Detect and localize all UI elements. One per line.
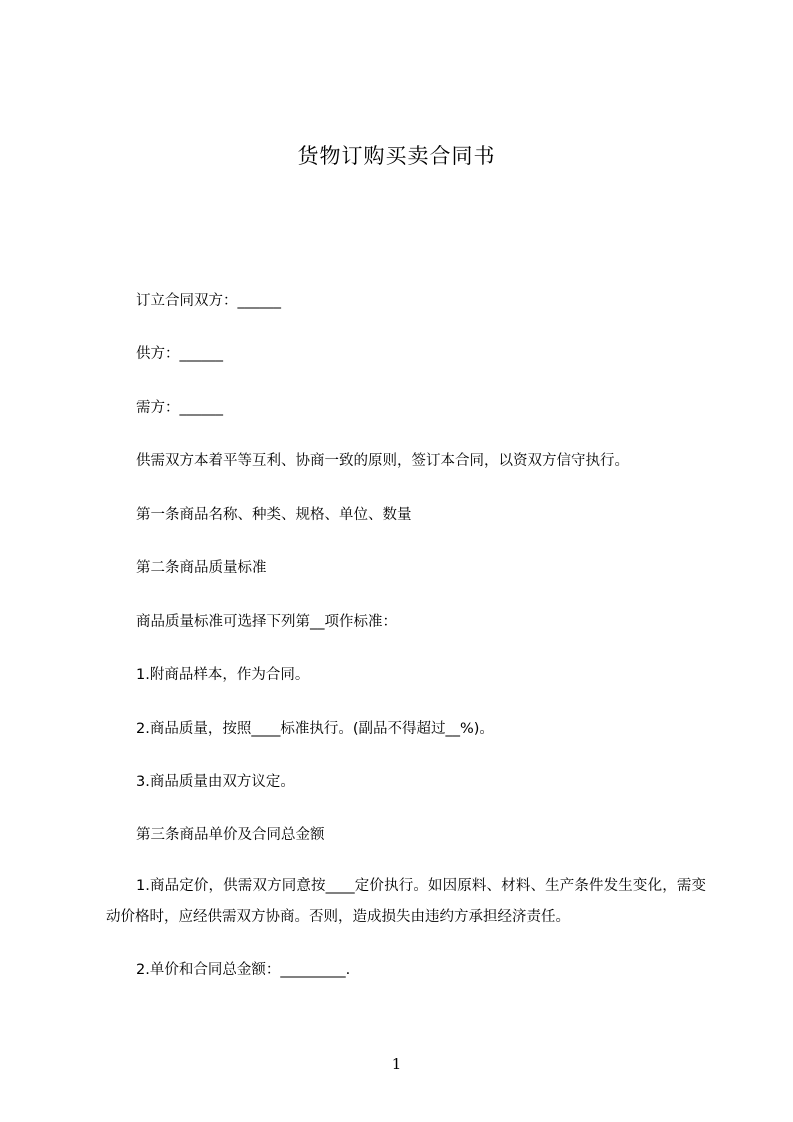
supplier-line: 供方：______ (136, 346, 223, 362)
price-clause-1: 1.商品定价，供需双方同意按____定价执行。如因原料、材料、生产条件发生变化，需变动价格时，应经供需双方协商。否则，造成损失由违约方承担经济责任。 (106, 878, 706, 925)
quality-intro-line: 商品质量标准可选择下列第__项作标准： (136, 614, 397, 630)
buyer-line: 需方：______ (136, 400, 223, 416)
quality-option-2: 2.商品质量，按照____标准执行。(副品不得超过__%)。 (136, 721, 494, 737)
preamble-paragraph: 供需双方本着平等互利、协商一致的原则，签订本合同，以资双方信守执行。 (136, 453, 629, 469)
article-2-heading: 第二条商品质量标准 (136, 560, 267, 576)
page-number: 1 (391, 1055, 402, 1073)
article-1-heading: 第一条商品名称、种类、规格、单位、数量 (136, 507, 412, 523)
document-title: 货物订购买卖合同书 (297, 144, 496, 168)
article-3-heading: 第三条商品单价及合同总金额 (136, 827, 325, 843)
quality-option-3: 3.商品质量由双方议定。 (136, 774, 295, 790)
contract-parties-line: 订立合同双方：______ (136, 293, 281, 309)
price-clause-2: 2.单价和合同总金额：_________. (136, 962, 351, 978)
quality-option-1: 1.附商品样本，作为合同。 (136, 667, 310, 683)
